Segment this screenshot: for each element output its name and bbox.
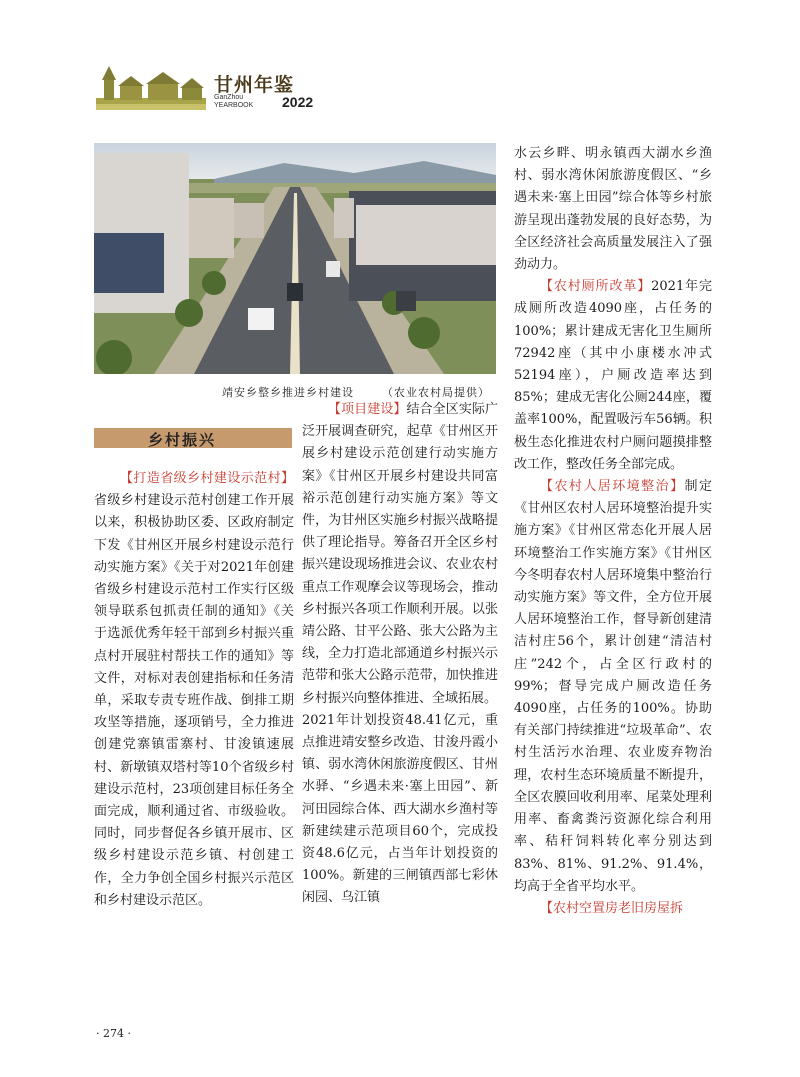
page-number: · 274 · <box>96 1027 131 1040</box>
column-left <box>94 468 294 912</box>
street-aerial-image <box>94 143 496 374</box>
topic-tag: 【农村空置房老旧房屋拆 <box>540 900 684 916</box>
paragraph-continued: 水云乡畔、明永镇西大湖水乡渔村、弱水湾休闲旅游度假区、“乡遇未来·塞上田园”综合体等乡村旅游呈现出蓬勃发展的良好态势，为全区经济社会高质量发展注入了强劲动力。 <box>514 146 712 273</box>
column-right <box>514 143 712 920</box>
town-skyline-logo <box>96 58 206 110</box>
yearbook-header <box>96 58 336 110</box>
paragraph-demonstration-village: 【打造省级乡村建设示范村】省级乡村建设示范村创建工作开展以来，积极协助区委、区政府制定下发《甘州区开展乡村建设示范行动实施方案》《关于对2021年创建省级乡村建设示范村工作实行区级领导联系包抓责任制的通知》《关于选派优秀年轻干部到乡村振兴重点村开展驻村帮扶工作的通知》等文件，对标对表创建指标和任务清单，采取专责专班作战、倒排工期攻坚等措施，逐项销号，全力推进创建党寨镇雷寨村、甘浚镇速展村、新墩镇双塔村等10个省级乡村建设示范村，23项创建目标任务全面完成，顺利通过省、市级验收。同时，同步督促各乡镇开展市、区级乡村建设示范乡镇、村创建工作，全力争创全国乡村振兴示范区和乡村建设示范区。 <box>94 471 294 908</box>
section-title: 乡村振兴 <box>148 431 217 449</box>
paragraph-environment: 【农村人居环境整治】制定《甘州区农村人居环境整治提升实施方案》《甘州区常态化开展人居环境整治工作实施方案》《甘州区今冬明春农村人居环境集中整治行动实施方案》等文件，全方位开展人居环境整治工作，督导新创建清洁村庄56个，累计创建“清洁村庄”242个，占全区行政村的99%；督导完成户厕改造任务4090座，占任务的100%。协助有关部门持续推进“垃圾革命”、农村生活污水治理、农业废弃物治理，农村生态环境质量不断提升，全区农膜回收利用率、尾菜处理利用率、畜禽粪污资源化综合利用率、秸秆饲料转化率分别达到83%、81%、91.2%、91.4%，均高于全省平均水平。 <box>514 479 712 894</box>
topic-tag: 【打造省级乡村建设示范村】 <box>120 471 294 486</box>
yearbook-year: 2022 <box>282 94 314 110</box>
topic-tag: 【项目建设】 <box>328 402 407 417</box>
yearbook-brand-subtitle: GanZhou YEARBOOK <box>214 94 254 109</box>
village-road-photo <box>94 143 496 374</box>
column-middle <box>302 399 498 910</box>
topic-tag: 【农村厕所改革】 <box>540 279 652 295</box>
paragraph-vacant-houses <box>514 898 712 920</box>
paragraph-project-construction: 【项目建设】结合全区实际广泛开展调查研究，起草《甘州区开展乡村建设示范创建行动实施方案》《甘州区开展乡村建设共同富裕示范创建行动实施方案》等文件，为甘州区实施乡村振兴战略提供了理论指导。筹备召开全区乡村振兴建设现场推进会议、农业农村重点工作观摩会议等现场会，推动乡村振兴各项工作顺利开展。以张靖公路、甘平公路、张大公路为主线，全力打造北部通道乡村振兴示范带和张大公路示范带，加快推进乡村振兴向整体推进、全域拓展。 <box>302 402 498 706</box>
caption-text: 靖安乡整乡推进乡村建设 <box>222 386 354 399</box>
topic-tag: 【农村人居环境整治】 <box>540 479 685 495</box>
caption-credit: （农业农村局提供） <box>382 386 490 399</box>
paragraph-toilet-reform: 【农村厕所改革】2021年完成厕所改造4090座，占任务的100%；累计建成无害化卫生厕所72942座（其中小康楼水冲式52194座），户厕改造率达到85%；建成无害化公厕244座，覆盖率100%，配置吸污车56辆。积极生态化推进农村户厕问题摸排整改工作，整改任务全部完成。 <box>514 279 712 472</box>
paragraph-investment: 2021年计划投资48.41亿元，重点推进靖安整乡改造、甘浚丹霞小镇、弱水湾休闲旅游度假区、甘州水驿、“乡遇未来·塞上田园”、新河田园综合体、西大湖水乡渔村等新建续建示范项目60个，完成投资48.6亿元，占当年计划投资的100%。新建的三闸镇西部七彩休闲园、乌江镇 <box>302 712 498 906</box>
yearbook-brand: 甘州年鉴 <box>214 74 295 96</box>
photo-caption <box>222 384 512 400</box>
